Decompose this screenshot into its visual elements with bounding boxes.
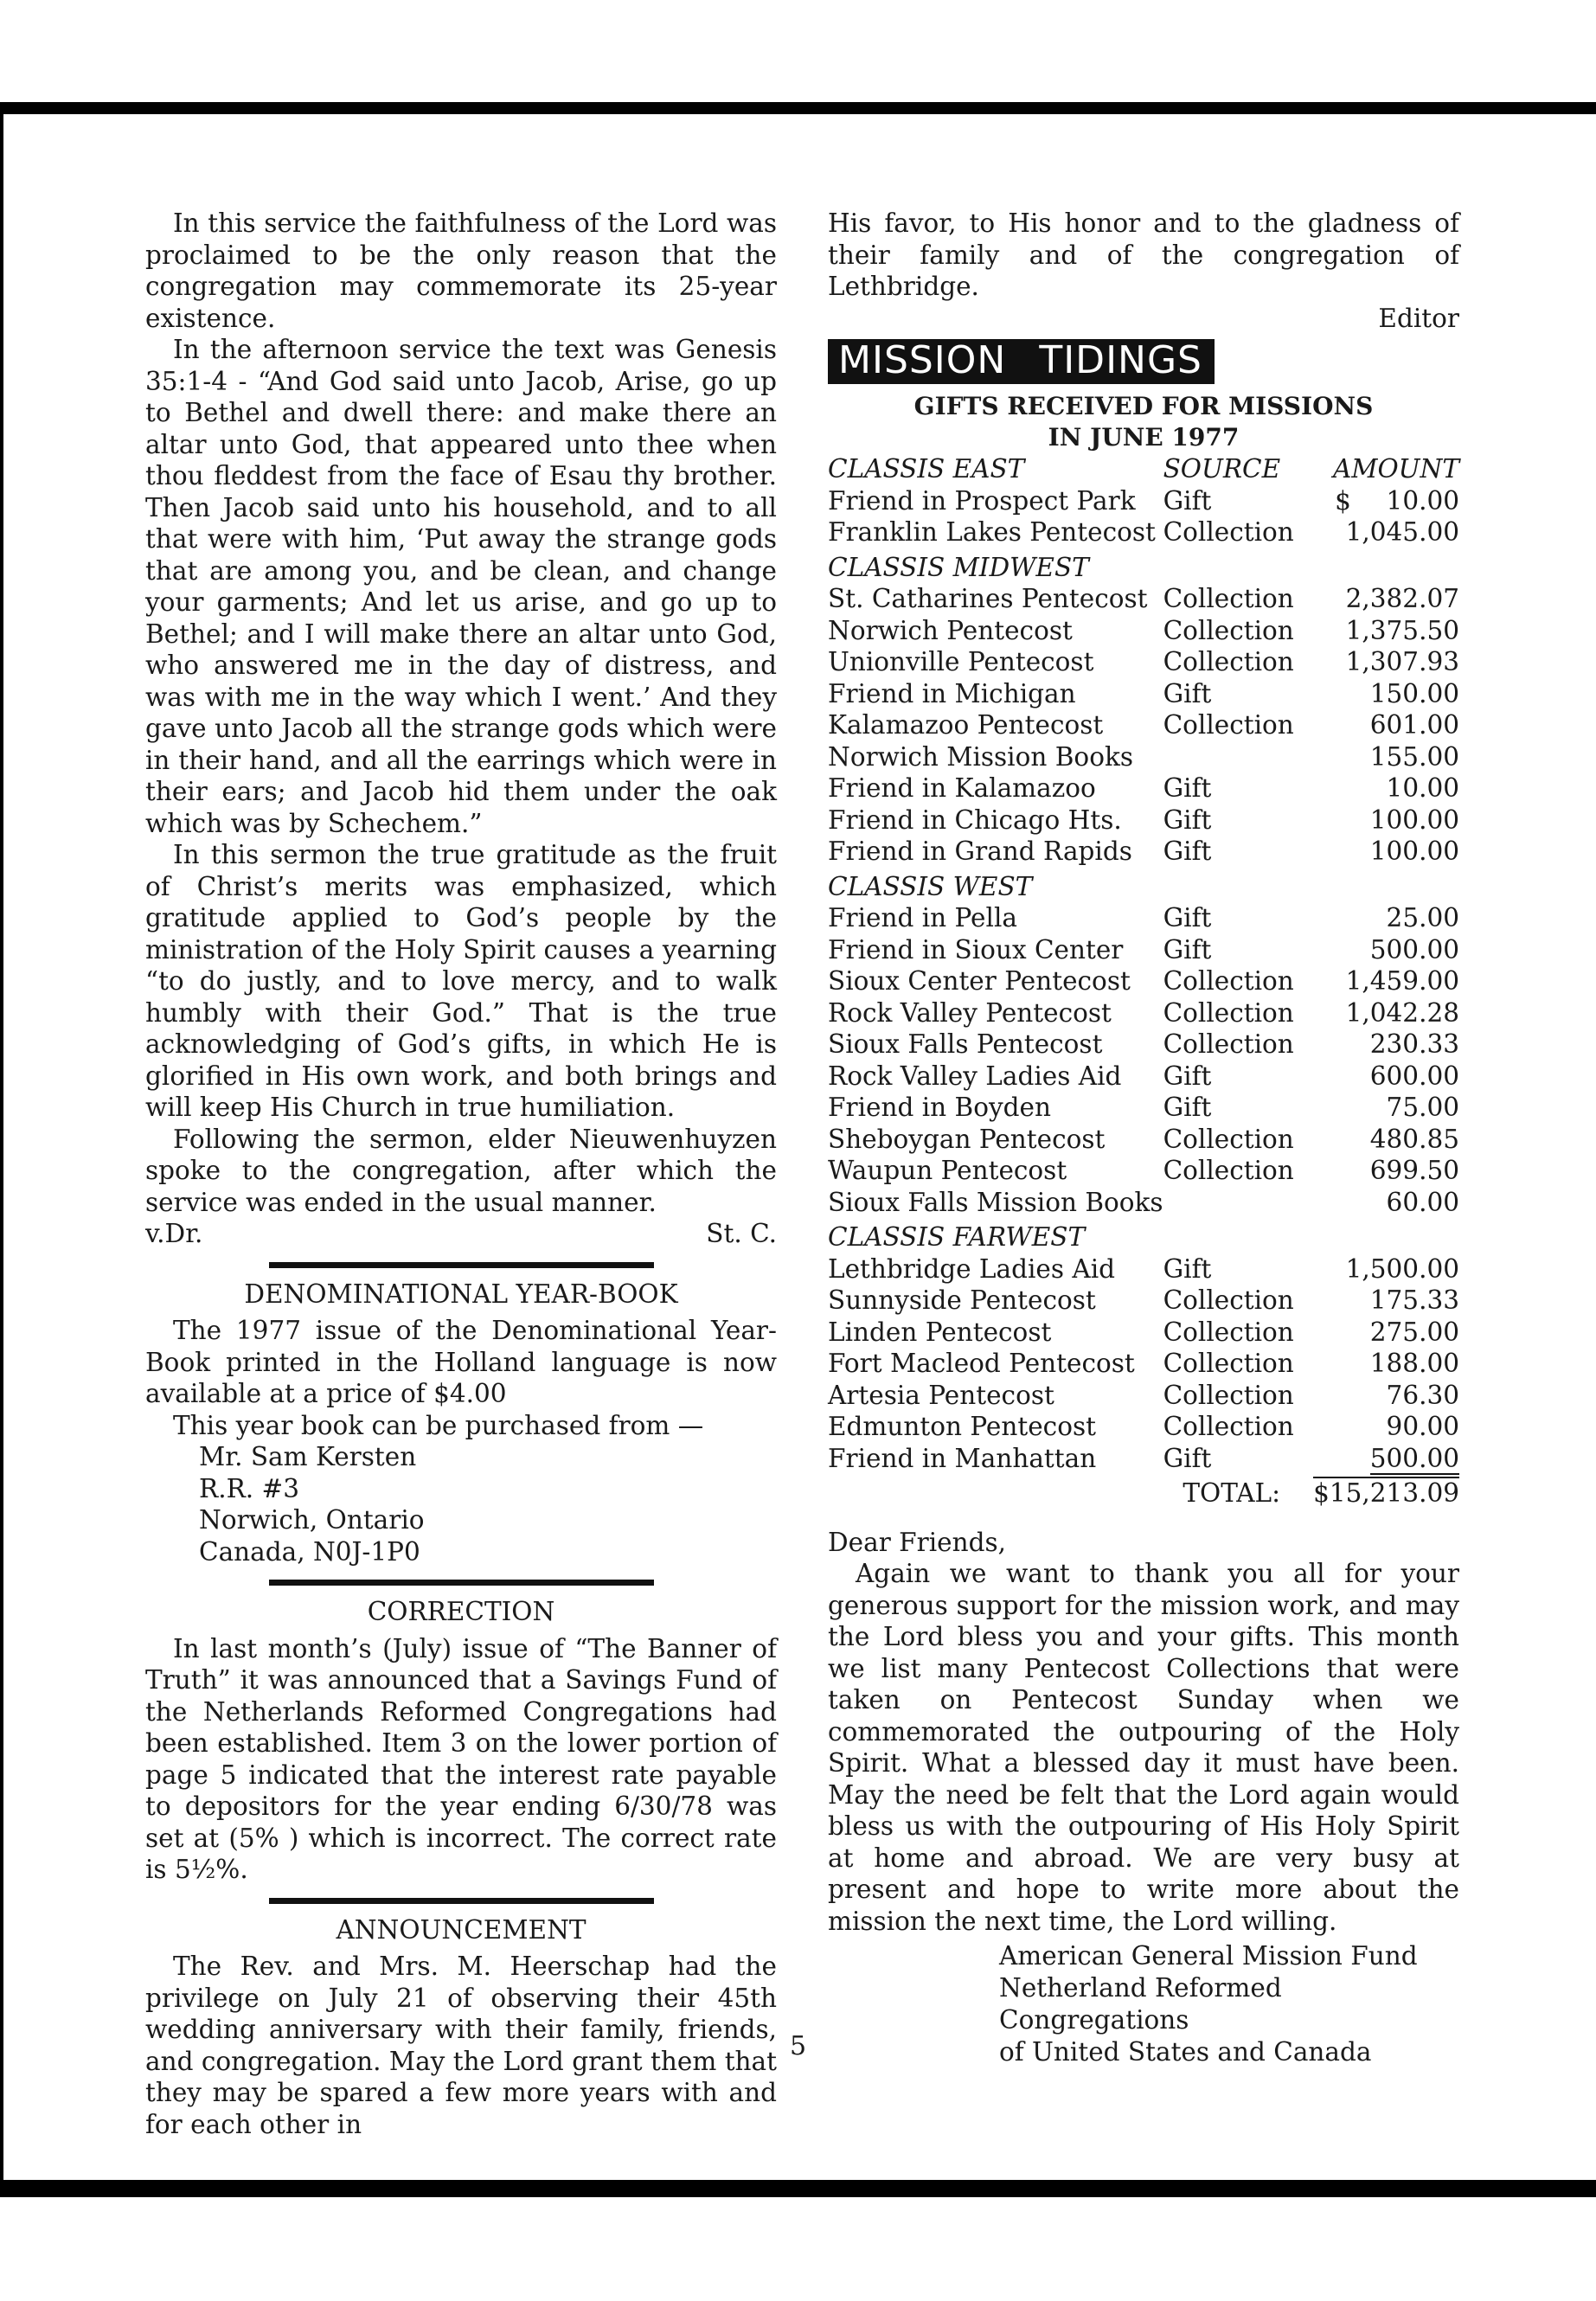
gift-donor: Waupun Pentecost <box>828 1156 1067 1185</box>
table-row <box>828 1187 1459 1219</box>
gift-source: Gift <box>1163 804 1212 835</box>
gift-donor: Linden Pentecost <box>828 1317 1052 1347</box>
gift-amount: 230.33 <box>1369 1029 1459 1059</box>
header-classis-east: CLASSIS EAST <box>828 454 1025 484</box>
gift-amount-cell <box>1313 1029 1459 1061</box>
gift-source: Gift <box>1163 836 1212 866</box>
gift-donor: Unionville Pentecost <box>828 647 1094 676</box>
table-row <box>828 678 1459 710</box>
gift-donor: Friend in Boyden <box>828 1093 1051 1122</box>
gift-amount: 1,500.00 <box>1345 1253 1459 1284</box>
gift-amount-cell <box>1313 583 1459 615</box>
gift-source: Gift <box>1163 1061 1212 1091</box>
gift-source: Collection <box>1163 997 1294 1028</box>
classis-row <box>828 1218 1459 1253</box>
gift-amount: 75.00 <box>1386 1093 1459 1122</box>
continued-paragraph: His favor, to His honor and to the gladness of their family and of the congregation of Lethbridge. <box>828 208 1459 301</box>
gift-amount-cell <box>1313 741 1459 773</box>
table-row <box>828 836 1459 868</box>
gift-donor: Fort Macleod Pentecost <box>828 1349 1135 1378</box>
gift-amount: 150.00 <box>1369 678 1459 708</box>
address-line: Mr. Sam Kersten <box>199 1442 417 1471</box>
gift-donor: Friend in Sioux Center <box>828 934 1124 965</box>
gift-donor: Norwich Mission Books <box>828 741 1133 772</box>
gift-source: Collection <box>1163 710 1294 740</box>
section-divider <box>269 1580 654 1586</box>
total-row <box>828 1474 1459 1509</box>
gift-amount-cell <box>1313 1061 1459 1093</box>
gift-amount-cell <box>1313 1317 1459 1349</box>
gift-amount-cell <box>1313 997 1459 1029</box>
gift-source: Collection <box>1163 647 1294 676</box>
left-scan-edge <box>0 112 3 2180</box>
signature-line: American General Mission Fund <box>999 1941 1418 1971</box>
gift-donor: Friend in Prospect Park <box>828 485 1136 516</box>
gift-amount: 90.00 <box>1386 1412 1459 1441</box>
gifts-subtitle: IN JUNE 1977 <box>1048 423 1240 452</box>
gift-source: Collection <box>1163 1029 1294 1059</box>
gift-amount-cell <box>1313 1380 1459 1412</box>
gift-donor: Sioux Center Pentecost <box>828 966 1131 996</box>
table-row <box>828 804 1459 836</box>
gift-source: Collection <box>1163 1380 1294 1410</box>
table-row <box>828 646 1459 678</box>
gift-source: Gift <box>1163 903 1212 933</box>
gift-amount: 155.00 <box>1369 741 1459 772</box>
gift-amount: 100.00 <box>1369 804 1459 835</box>
gift-amount: 188.00 <box>1369 1349 1459 1378</box>
table-row <box>828 1061 1459 1093</box>
gift-donor: Sheboygan Pentecost <box>828 1124 1106 1154</box>
gift-amount: 1,375.50 <box>1345 615 1459 645</box>
gift-source: Gift <box>1163 1443 1212 1473</box>
gift-source: Gift <box>1163 773 1212 803</box>
gift-donor: Rock Valley Ladies Aid <box>828 1061 1122 1091</box>
table-row <box>828 741 1459 773</box>
gift-amount-cell <box>1313 485 1459 517</box>
table-row <box>828 1380 1459 1412</box>
gift-amount: 600.00 <box>1369 1061 1459 1091</box>
gift-amount: 500.00 <box>1369 934 1459 965</box>
table-row <box>828 934 1459 966</box>
dollar-sign: $ <box>1335 485 1351 516</box>
gift-donor: Sioux Falls Mission Books <box>828 1187 1163 1217</box>
gift-source: Collection <box>1163 1124 1294 1154</box>
classis-row <box>828 868 1459 903</box>
top-border <box>0 102 1596 114</box>
classis-farwest-label: CLASSIS FARWEST <box>828 1222 1086 1252</box>
gift-source <box>1163 741 1314 773</box>
gift-source: Collection <box>1163 1412 1294 1441</box>
signature-line: of United States and Canada <box>999 2037 1372 2067</box>
table-row <box>828 772 1459 804</box>
letter-body: Again we want to thank you all for your generous support for the mission work, and may the Lord bless you and your gifts. This month we list many Pentecost Collections that were taken on Pentecost Sunday when we commemorated the outpouring of the Holy Spirit. What a blessed day it must have been. May the need be felt that the Lord again would bless us with the outpouring of His Holy Spirit at home and abroad. We are very busy at present and hope to write more about the mission the next time, the Lord willing. <box>828 1559 1459 1936</box>
gift-source: Gift <box>1163 485 1212 516</box>
yearbook-paragraph-2: This year book can be purchased from — <box>173 1410 704 1440</box>
gift-amount-cell <box>1313 1187 1459 1219</box>
gift-donor: Friend in Grand Rapids <box>828 836 1132 866</box>
table-row <box>828 1029 1459 1061</box>
gift-donor: Edmunton Pentecost <box>828 1412 1096 1441</box>
table-row <box>828 709 1459 741</box>
gift-amount: 699.50 <box>1369 1156 1459 1185</box>
gift-source: Gift <box>1163 1253 1212 1284</box>
table-row <box>828 615 1459 647</box>
gift-donor: Friend in Manhattan <box>828 1443 1097 1473</box>
gift-amount-cell <box>1313 678 1459 710</box>
total-label: TOTAL: <box>1183 1478 1281 1508</box>
gift-donor: Artesia Pentecost <box>828 1380 1054 1410</box>
gift-amount: 1,307.93 <box>1345 647 1459 676</box>
gift-amount-cell <box>1313 965 1459 997</box>
announcement-paragraph: The Rev. and Mrs. M. Heerschap had the privilege on July 21 of observing their 45th wedding anniversary with their family, friends, and congregation. May the Lord grant them that they may be spared a few more years with and for each other in <box>145 1952 777 2139</box>
gift-amount: 1,459.00 <box>1345 966 1459 996</box>
gift-amount: 10.00 <box>1386 773 1459 803</box>
right-column <box>828 208 1459 2068</box>
gift-amount-cell <box>1313 934 1459 966</box>
banner-word-mission: MISSION <box>838 338 1007 382</box>
table-row <box>828 965 1459 997</box>
table-row <box>828 1155 1459 1187</box>
gift-source: Gift <box>1163 934 1212 965</box>
correction-heading: CORRECTION <box>367 1597 555 1626</box>
gift-amount: 175.33 <box>1369 1285 1459 1315</box>
correction-paragraph: In last month’s (July) issue of “The Banner of Truth” it was announced that a Savings Fund of the Netherlands Reformed Congregations had been established. Item 3 on the lower portion of page 5 indicated that the interest rate payable to depositors for the year ending 6/30/78 was set at (5% ) which is incorrect. The correct rate is 5½%. <box>145 1633 777 1884</box>
gift-amount: 500.00 <box>1369 1443 1459 1473</box>
header-source: SOURCE <box>1163 454 1281 484</box>
table-row <box>828 485 1459 517</box>
service-paragraph-2: In the afternoon service the text was Genesis 35:1-4 - “And God said unto Jacob, Arise, go up to Bethel and dwell there: and make there an altar unto God, that appeared unto thee when thou fleddest from the face of Esau thy brother. Then Jacob said unto his household, and to all that were with him, ‘Put away the strange gods that are among you, and be clean, and change your garments; And let us arise, and go up to Bethel; and I will make there an altar unto God, who answered me in the day of distress, and was with me in the way which I went.’ And they gave unto Jacob all the strange gods which were in their hand, and all the earrings which were in their ears; and Jacob hid them under the oak which was by Schechem.” <box>145 335 777 838</box>
page-number: 5 <box>789 2031 807 2061</box>
yearbook-address <box>199 1441 777 1567</box>
banner-word-tidings: TIDINGS <box>1039 338 1202 382</box>
gift-source: Collection <box>1163 517 1294 547</box>
gift-amount-cell <box>1313 516 1459 548</box>
gift-source: Collection <box>1163 1156 1294 1185</box>
gift-donor: Lethbridge Ladies Aid <box>828 1253 1116 1284</box>
gift-amount-cell <box>1313 1253 1459 1285</box>
mission-tidings-banner <box>828 339 1215 384</box>
gift-amount-cell <box>1313 1411 1459 1443</box>
gift-source: Collection <box>1163 1285 1294 1315</box>
table-row <box>828 583 1459 615</box>
gift-amount: 76.30 <box>1386 1380 1459 1410</box>
gift-amount-cell <box>1313 709 1459 741</box>
table-row <box>828 1253 1459 1285</box>
gifts-title: GIFTS RECEIVED FOR MISSIONS <box>913 392 1374 420</box>
table-row <box>828 902 1459 934</box>
yearbook-heading: DENOMINATIONAL YEAR-BOOK <box>244 1279 678 1309</box>
gift-amount-cell <box>1313 1155 1459 1187</box>
signature-line: Netherland Reformed Congregations <box>999 1973 1282 2035</box>
yearbook-paragraph-1: The 1977 issue of the Denominational Year-Book printed in the Holland language is now available at a price of $4.00 <box>145 1316 777 1408</box>
gift-amount-cell <box>1313 1443 1459 1475</box>
table-row <box>828 997 1459 1029</box>
gift-amount-cell <box>1313 1285 1459 1317</box>
address-line: Canada, N0J-1P0 <box>199 1536 420 1567</box>
gift-amount-cell <box>1313 902 1459 934</box>
table-row <box>828 1092 1459 1124</box>
gift-amount: 1,042.28 <box>1345 997 1459 1028</box>
total-amount-cell <box>1313 1474 1459 1509</box>
table-row <box>828 516 1459 548</box>
address-line: R.R. #3 <box>199 1473 300 1503</box>
gift-source: Gift <box>1163 1093 1212 1122</box>
gift-amount-cell <box>1313 646 1459 678</box>
total-amount: $15,213.09 <box>1313 1478 1459 1508</box>
table-row <box>828 1443 1459 1475</box>
gift-source: Collection <box>1163 1349 1294 1378</box>
gift-amount-cell <box>1313 836 1459 868</box>
table-row <box>828 1124 1459 1156</box>
classis-west-label: CLASSIS WEST <box>828 871 1033 901</box>
header-amount: AMOUNT <box>1332 454 1459 484</box>
service-paragraph-1: In this service the faithfulness of the Lord was proclaimed to be the only reason that the congregation may commemorate its 25-year existence. <box>145 208 777 333</box>
gift-donor: Friend in Pella <box>828 903 1017 933</box>
address-line: Norwich, Ontario <box>199 1505 425 1535</box>
article-signatures <box>145 1218 777 1250</box>
gift-donor: Sioux Falls Pentecost <box>828 1029 1103 1059</box>
section-divider <box>269 1898 654 1904</box>
gift-amount-cell <box>1313 772 1459 804</box>
gift-source: Collection <box>1163 966 1294 996</box>
table-header-row <box>828 453 1459 485</box>
gift-amount-cell <box>1313 1348 1459 1380</box>
gift-donor: Franklin Lakes Pentecost <box>828 517 1156 547</box>
gift-source: Collection <box>1163 615 1294 645</box>
letter-salutation: Dear Friends, <box>828 1527 1007 1557</box>
table-row <box>828 1317 1459 1349</box>
left-column <box>145 208 777 2140</box>
signature-stc: St. C. <box>706 1219 777 1248</box>
classis-midwest-label: CLASSIS MIDWEST <box>828 552 1089 582</box>
section-divider <box>269 1262 654 1268</box>
gift-amount-cell <box>1313 1124 1459 1156</box>
table-row <box>828 1285 1459 1317</box>
editor-signature: Editor <box>1378 303 1459 333</box>
service-paragraph-3: In this sermon the true gratitude as the fruit of Christ’s merits was emphasized, which gratitude applied to God’s people by the ministration of the Holy Spirit causes a yearning “to do justly, and to love mercy, and to walk humbly with their God.” That is the true acknowledging of God’s gifts, in which He is glorified in His own work, and both brings and will keep His Church in true humiliation. <box>145 840 777 1122</box>
gift-donor: Sunnyside Pentecost <box>828 1285 1096 1315</box>
table-row <box>828 1348 1459 1380</box>
gift-donor: Kalamazoo Pentecost <box>828 710 1104 740</box>
gift-source: Collection <box>1163 1317 1294 1347</box>
gift-amount: 100.00 <box>1369 836 1459 866</box>
gift-amount: 601.00 <box>1369 710 1459 740</box>
gift-amount-cell <box>1313 804 1459 836</box>
table-row <box>828 1411 1459 1443</box>
gift-donor: St. Catharines Pentecost <box>828 584 1148 613</box>
gift-amount: 480.85 <box>1369 1124 1459 1154</box>
announcement-heading: ANNOUNCEMENT <box>336 1914 586 1945</box>
gift-amount: 10.00 <box>1386 485 1459 516</box>
gift-amount-cell <box>1313 1092 1459 1124</box>
gift-donor: Friend in Kalamazoo <box>828 773 1096 803</box>
gift-amount: 2,382.07 <box>1345 584 1459 613</box>
gifts-table <box>828 453 1459 1509</box>
gift-donor: Norwich Pentecost <box>828 615 1073 645</box>
gift-donor: Friend in Chicago Hts. <box>828 804 1122 835</box>
signature-vdr: v.Dr. <box>145 1219 203 1248</box>
bottom-border <box>0 2180 1596 2197</box>
gift-source: Collection <box>1163 584 1294 613</box>
gift-amount: 275.00 <box>1369 1317 1459 1347</box>
gift-amount-cell <box>1313 615 1459 647</box>
gift-source <box>1163 1187 1314 1219</box>
service-paragraph-4: Following the sermon, elder Nieuwenhuyzen spoke to the congregation, after which the service was ended in the usual manner. <box>145 1124 777 1217</box>
gift-amount: 25.00 <box>1386 903 1459 933</box>
classis-row <box>828 548 1459 584</box>
gift-amount: 1,045.00 <box>1345 517 1459 547</box>
gift-amount: 60.00 <box>1386 1187 1459 1217</box>
gift-source: Gift <box>1163 678 1212 708</box>
gift-donor: Rock Valley Pentecost <box>828 997 1112 1028</box>
gift-donor: Friend in Michigan <box>828 678 1076 708</box>
